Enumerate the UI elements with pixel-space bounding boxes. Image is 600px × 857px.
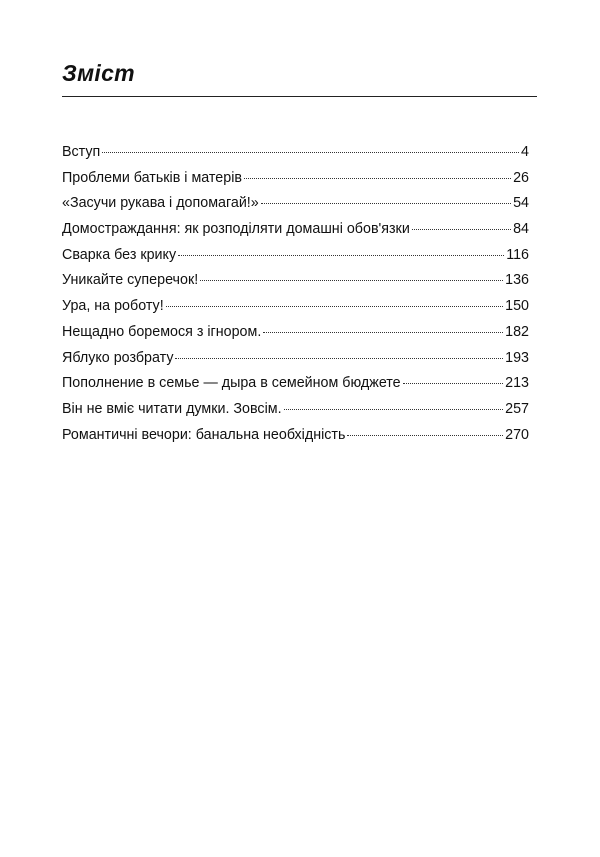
toc-entry-title: Сварка без крику — [62, 246, 177, 263]
toc-dot-leader — [347, 435, 503, 436]
toc-dot-leader — [102, 152, 519, 153]
toc-entry[interactable] — [62, 268, 529, 294]
toc-dot-leader — [412, 229, 511, 230]
toc-entry[interactable] — [62, 191, 529, 217]
toc-entry-title: Яблуко розбрату — [62, 349, 174, 366]
toc-dot-leader — [284, 409, 504, 410]
toc-entry[interactable] — [62, 397, 529, 423]
toc-entry-page: 193 — [505, 349, 529, 366]
toc-entry-page: 84 — [513, 221, 529, 238]
toc-dot-leader — [175, 358, 503, 359]
toc-entry-page: 136 — [505, 272, 529, 289]
toc-entry[interactable] — [62, 423, 529, 449]
toc-entry[interactable] — [62, 217, 529, 243]
page-title: Зміст — [62, 60, 135, 86]
toc-entry-title: Романтичні вечори: банальна необхідність — [62, 426, 346, 443]
title-divider — [62, 96, 537, 97]
toc-entry-title: Домостраждання: як розподіляти домашні обов'язки — [62, 221, 410, 238]
toc-entry-page: 54 — [513, 195, 529, 212]
toc-entry-title: Уникайте суперечок! — [62, 272, 199, 289]
toc-dot-leader — [403, 383, 504, 384]
toc-dot-leader — [200, 280, 503, 281]
toc-entry-page: 257 — [505, 400, 529, 417]
toc-entry-title: Нещадно боремося з ігнором. — [62, 323, 262, 340]
toc-entry[interactable] — [62, 166, 529, 192]
toc-entry[interactable] — [62, 294, 529, 320]
toc-dot-leader — [166, 306, 503, 307]
toc-dot-leader — [261, 203, 511, 204]
toc-entry-page: 4 — [521, 144, 529, 160]
toc-dot-leader — [244, 178, 511, 179]
toc-entry-title: Вступ — [62, 144, 101, 160]
toc-entry-page: 213 — [505, 375, 529, 392]
toc-entry[interactable] — [62, 140, 529, 166]
toc-entry[interactable] — [62, 243, 529, 269]
toc-entry-page: 150 — [505, 298, 529, 315]
toc-dot-leader — [178, 255, 504, 256]
toc-dot-leader — [263, 332, 503, 333]
toc-entry-page: 270 — [505, 426, 529, 443]
toc-entry-page: 116 — [506, 246, 529, 263]
toc-entry-page: 182 — [505, 323, 529, 340]
toc-entry-page: 26 — [513, 169, 529, 186]
toc-entry[interactable] — [62, 346, 529, 372]
toc-entry-title: Він не вміє читати думки. Зовсім. — [62, 400, 282, 417]
toc-entry-title: «Засучи рукава і допомагай!» — [62, 195, 259, 212]
toc-entry-title: Проблеми батьків і матерів — [62, 169, 242, 186]
toc-entry-title: Пополнение в семье — дыра в семейном бюджете — [62, 375, 401, 392]
table-of-contents — [62, 140, 529, 448]
toc-entry[interactable] — [62, 320, 529, 346]
toc-entry-title: Ура, на роботу! — [62, 298, 164, 315]
toc-entry[interactable] — [62, 371, 529, 397]
